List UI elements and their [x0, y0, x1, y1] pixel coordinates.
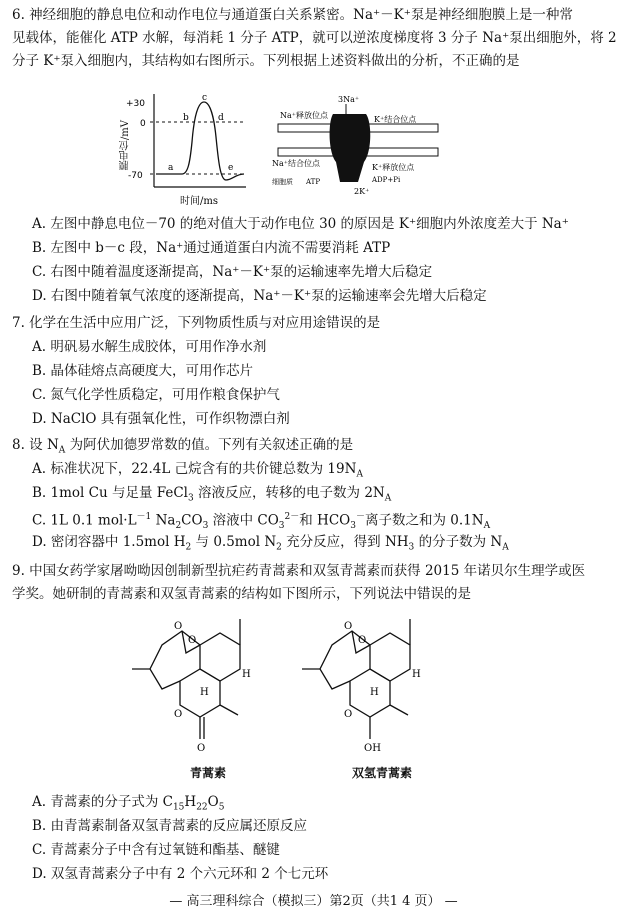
- q9-option-a: A. 青蒿素的分子式为 $C_{15}H_{22}O_5$: [32, 794, 225, 813]
- artemisinin-o-3: O: [174, 709, 183, 720]
- pump-label-na-binding: Na⁺结合位点: [272, 159, 320, 168]
- artemisinin-h-1: H: [242, 669, 251, 680]
- tick-plus30: +30: [126, 99, 145, 109]
- q6-stem-line-2: 见载体，能催化 ATP 水解，每消耗 1 分子 ATP，就可以逆浓度梯度将 3 分子 Na⁺泵出细胞外，将 2: [12, 30, 617, 46]
- q8-option-d: D. 密闭容器中 1.5mol $H_2$ 与 0.5mol $N_2$ 充分反应，得到 $NH_3$ 的分子数为 $N_A$: [32, 534, 509, 553]
- q9-option-c: C. 青蒿素分子中含有过氧链和酯基、醚键: [32, 842, 280, 858]
- artemisinin-o-1: O: [174, 621, 183, 632]
- artemisinin-structure: [130, 605, 280, 765]
- q7-option-b: B. 晶体硅熔点高硬度大，可用作芯片: [32, 363, 254, 379]
- q6-option-d: D. 右图中随着氧气浓度的逐渐提高，Na⁺－K⁺泵的运输速率会先增大后稳定: [32, 288, 487, 304]
- pump-label-adp: ADP+Pi: [372, 176, 401, 184]
- pump-label-cytoplasm: 细胞质: [272, 178, 293, 186]
- artemisinin-o-4: O: [197, 743, 206, 754]
- q8-option-a: A. 标准状况下，22.4L 己烷含有的共价键总数为 $19N_A$: [32, 461, 363, 480]
- point-b: b: [183, 113, 189, 123]
- q7-option-a: A. 明矾易水解生成胶体，可用作净水剂: [32, 339, 267, 355]
- point-a: a: [168, 163, 174, 173]
- pump-label-k-binding: K⁺结合位点: [374, 115, 417, 124]
- dihydro-o-2: O: [358, 635, 367, 646]
- q7-stem: 7. 化学在生活中应用广泛，下列物质性质与对应用途错误的是: [12, 315, 381, 331]
- dihydro-o-3: O: [344, 709, 353, 720]
- membrane-potential-graph: [120, 92, 250, 212]
- q8-stem: 8. 设 $N_A$ 为阿伏加德罗常数的值。下列有关叙述正确的是: [12, 437, 354, 456]
- artemisinin-caption: 青蒿素: [190, 766, 227, 780]
- pump-label-k-release: K⁺释放位点: [372, 163, 415, 172]
- pump-label-3na: 3Na⁺: [338, 95, 360, 104]
- graph-xlabel: 时间/ms: [180, 196, 218, 207]
- q9-option-d: D. 双氢青蒿素分子中有 2 个六元环和 2 个七元环: [32, 866, 329, 882]
- point-d: d: [218, 113, 224, 123]
- dihydro-h-2: H: [370, 687, 379, 698]
- q6-option-b: B. 左图中 b－c 段，Na⁺通过通道蛋白内流不需要消耗 ATP: [32, 240, 391, 256]
- tick-0: 0: [140, 119, 146, 129]
- pump-label-2k: 2K⁺: [354, 187, 370, 196]
- q7-option-c: C. 氮气化学性质稳定，可用作粮食保护气: [32, 387, 280, 403]
- point-c: c: [202, 93, 208, 103]
- artemisinin-o-2: O: [188, 635, 197, 646]
- q7-option-d: D. NaClO 具有强氧化性，可作织物漂白剂: [32, 411, 290, 427]
- artemisinin-h-2: H: [200, 687, 209, 698]
- na-k-pump-diagram: [268, 92, 448, 197]
- dihydro-h-1: H: [412, 669, 421, 680]
- tick-minus70: -70: [128, 171, 143, 181]
- dihydro-oh: OH: [364, 743, 381, 754]
- dihydroartemisinin-caption: 双氢青蒿素: [352, 766, 413, 780]
- dihydro-o-1: O: [344, 621, 353, 632]
- q8-option-b: B. 1mol Cu 与足量 FeCl$_3$ 溶液反应，转移的电子数为 $2N_A$: [32, 485, 392, 504]
- pump-label-na-release: Na⁺释放位点: [280, 111, 328, 120]
- pump-label-atp: ATP: [306, 178, 321, 186]
- point-e: e: [228, 163, 234, 173]
- q9-option-b: B. 由青蒿素制备双氢青蒿素的反应属还原反应: [32, 818, 308, 834]
- q9-stem-line-2: 学奖。她研制的青蒿素和双氢青蒿素的结构如下图所示，下列说法中错误的是: [12, 586, 471, 602]
- q6-option-c: C. 右图中随着温度逐渐提高，Na⁺－K⁺泵的运输速率先增大后稳定: [32, 264, 433, 280]
- q9-stem-line-1: 9. 中国女药学家屠呦呦因创制新型抗疟药青蒿素和双氢青蒿素而获得 2015 年诺贝尔生理学或医: [12, 563, 586, 579]
- q6-stem-line-1: 6. 神经细胞的静息电位和动作电位与通道蛋白关系紧密。Na⁺－K⁺泵是神经细胞膜上是一种常: [12, 7, 573, 23]
- q6-stem-line-3: 分子 K⁺泵入细胞内，其结构如右图所示。下列根据上述资料做出的分析，不正确的是: [12, 53, 520, 69]
- page-footer: — 高三理科综合（模拟三）第2页（共1 4 页） —: [169, 894, 458, 909]
- q6-option-a: A. 左图中静息电位－70 的绝对值大于动作电位 30 的原因是 K⁺细胞内外浓度差大于 Na⁺: [32, 216, 569, 232]
- dihydroartemisinin-structure: [300, 605, 450, 765]
- graph-ylabel: 膜电位/mV: [120, 120, 131, 171]
- q8-option-c: C. 1L 0.1 $mol\cdot L^{-1}$ $Na_2CO_3$ 溶液中 $CO_3^{2-}$和 $HCO_3^-$离子数之和为 $0.1N_A$: [32, 512, 491, 532]
